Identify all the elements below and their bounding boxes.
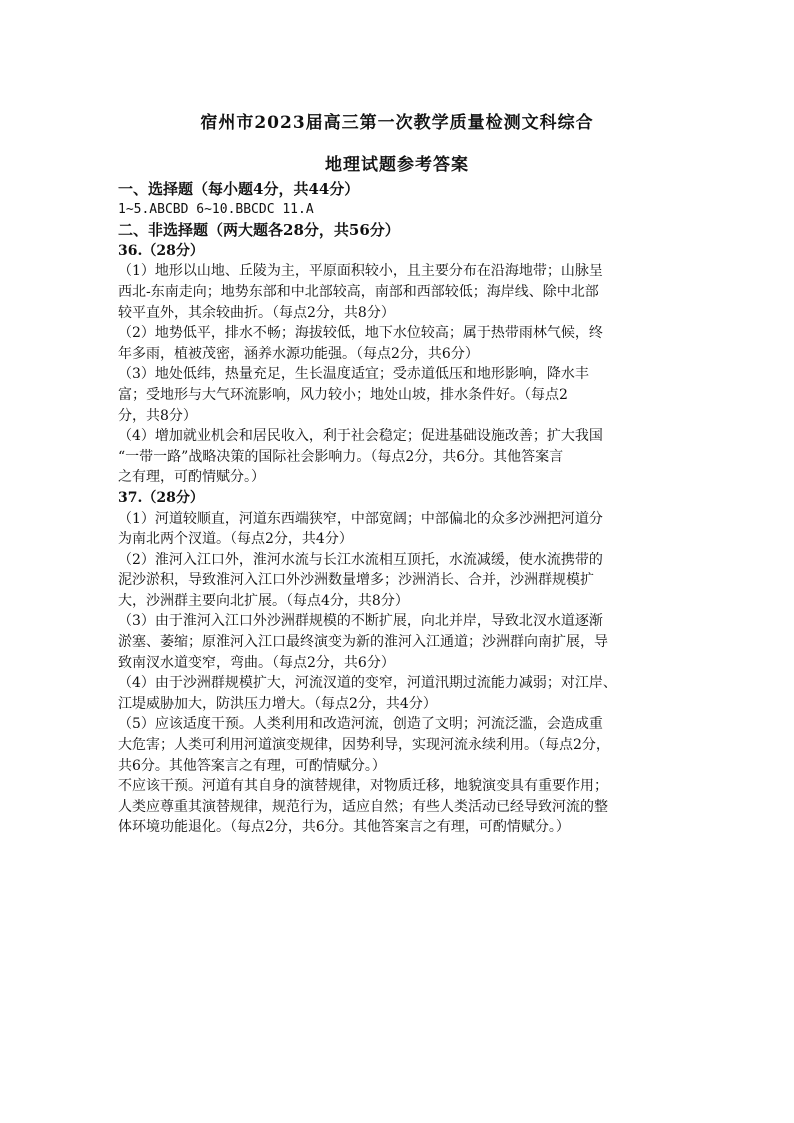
answer-line: 致南汊水道变窄，弯曲。（每点2分，共6分）: [118, 654, 395, 671]
answer-line: 大，沙洲群主要向北扩展。（每点4分，共8分）: [118, 592, 409, 609]
q37-part1: [118, 509, 678, 550]
q36-part3: [118, 364, 678, 426]
answer-line: 淤塞、萎缩；原淮河入江口最终演变为新的淮河入江通道；沙洲群向南扩展，导: [118, 634, 608, 651]
document-title: 宿州市2023届高三第一次教学质量检测文科综合: [200, 113, 594, 133]
answer-line: 体环境功能退化。（每点2分，共6分。其他答案言之有理，可酌情赋分。）: [118, 819, 570, 836]
answer-line: “一带一路”战略决策的国际社会影响力。（每点2分，共6分。其他答案言: [118, 448, 564, 465]
answer-line: 较平直外，其余较曲折。（每点2分，共8分）: [118, 304, 395, 321]
answer-line: 泥沙淤积，导致淮河入江口外沙洲数量增多；沙洲消长、合并，沙洲群规模扩: [118, 572, 594, 589]
answer-line: （5）应该适度干预。人类利用和改造河流，创造了文明；河流泛滥，会造成重: [118, 716, 603, 733]
answer-line: 之有理，可酌情赋分。）: [118, 469, 265, 486]
q37-part3: [118, 611, 678, 673]
answer-line: （4）由于沙洲群规模扩大，河流汊道的变窄，河道汛期过流能力减弱；对江岸、: [118, 675, 617, 692]
q37-part4: [118, 673, 678, 714]
answer-line: （3）地处低纬，热量充足，生长温度适宜；受赤道低压和地形影响，降水丰: [118, 366, 589, 383]
answer-line: 为南北两个汊道。（每点2分，共4分）: [118, 531, 353, 548]
answer-line: （1）河道较顺直，河道东西端狭窄，中部宽阔；中部偏北的众多沙洲把河道分: [118, 510, 603, 527]
q37-part2: [118, 550, 678, 612]
q37-header: 37.（28分）: [118, 489, 204, 506]
answer-line: 共6分。其他答案言之有理，可酌情赋分。）: [118, 757, 386, 774]
answer-line: 人类应尊重其演替规律，规范行为，适应自然；有些人类活动已经导致河流的整: [118, 798, 608, 815]
answer-line: （4）增加就业机会和居民收入，利于社会稳定；促进基础设施改善；扩大我国: [118, 428, 603, 445]
q37-part5-alternative: [118, 776, 678, 838]
document-subtitle: 地理试题参考答案: [325, 155, 469, 175]
q36-part1: [118, 261, 678, 323]
answer-line: 分，共8分）: [118, 407, 197, 424]
answer-line: 江堤威胁加大，防洪压力增大。（每点2分，共4分）: [118, 695, 437, 712]
answer-line: 大危害；人类可利用河道演变规律，因势利导，实现河流永续利用。（每点2分，: [118, 737, 610, 754]
q37-part5: [118, 714, 678, 776]
q36-part4: [118, 426, 678, 488]
q36-header: 36.（28分）: [118, 242, 204, 259]
q36-part2: [118, 323, 678, 364]
answer-line: 西北-东南走向；地势东部和中北部较高，南部和西部较低；海岸线、除中北部: [118, 283, 599, 300]
answer-line: 年多雨，植被茂密，涵养水源功能强。（每点2分，共6分）: [118, 345, 479, 362]
answer-line: （1）地形以山地、丘陵为主，平原面积较小，且主要分布在沿海地带；山脉呈: [118, 263, 603, 280]
answer-line: （3）由于淮河入江口外沙洲群规模的不断扩展，向北并岸，导致北汊水道逐渐: [118, 613, 603, 630]
section1-heading: 一、选择题（每小题4分，共44分）: [118, 180, 360, 198]
answer-body: [118, 179, 678, 838]
answer-line: 富；受地形与大气环流影响，风力较小；地处山坡，排水条件好。（每点2: [118, 386, 568, 403]
answer-line: （2）淮河入江口外，淮河水流与长江水流相互顶托，水流减缓，使水流携带的: [118, 551, 603, 568]
multiple-choice-answers: 1~5.ABCBD 6~10.BBCDC 11.A: [118, 201, 314, 217]
answer-line: （2）地势低平，排水不畅；海拔较低，地下水位较高；属于热带雨林气候，终: [118, 325, 603, 342]
answer-line: 不应该干预。河道有其自身的演替规律，对物质迁移，地貌演变具有重要作用；: [118, 778, 608, 795]
section2-heading: 二、非选择题（两大题各28分，共56分）: [118, 221, 400, 240]
